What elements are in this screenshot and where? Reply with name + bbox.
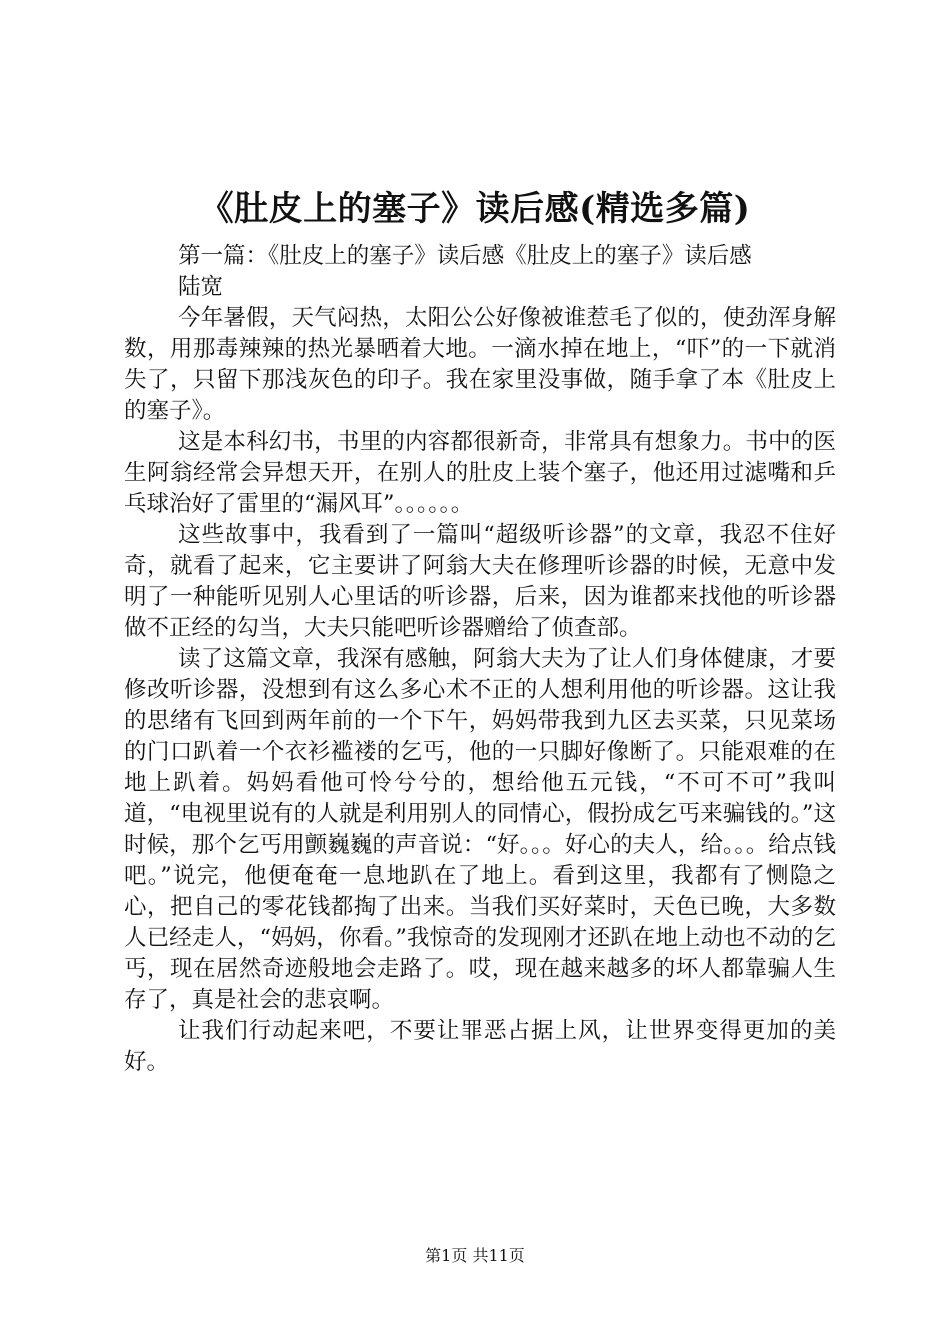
document-body xyxy=(124,241,836,1078)
paragraph: 今年暑假，天气闷热，太阳公公好像被谁惹毛了似的，使劲浑身解数，用那毒辣辣的热光暴晒着大地。一滴水掉在地上，“吓”的一下就消失了，只留下那浅灰色的印子。我在家里没事做，随手拿了本《肚皮上的塞子》。 xyxy=(124,305,836,424)
section-heading: 第一篇：《肚皮上的塞子》读后感《肚皮上的塞子》读后感 xyxy=(178,243,752,269)
page-number-footer: 第1页 共11页 xyxy=(425,1246,525,1265)
paragraph: 让我们行动起来吧，不要让罪恶占据上风，让世界变得更加的美好。 xyxy=(124,1018,836,1075)
paragraph: 这是本科幻书，书里的内容都很新奇，非常具有想象力。书中的医生阿翁经常会异想天开，在别人的肚皮上装个塞子，他还用过滤嘴和乒乓球治好了雷里的“漏风耳”。。。。。。 xyxy=(124,429,836,517)
paragraph: 读了这篇文章，我深有感触，阿翁大夫为了让人们身体健康，才要修改听诊器，没想到有这么多心术不正的人想利用他的听诊器。这让我的思绪有飞回到两年前的一个下午，妈妈带我到九区去买菜，只见菜场的门口趴着一个衣衫褴褛的乞丐，他的一只脚好像断了。只能艰难的在地上趴着。妈妈看他可怜兮兮的，想给他五元钱，“不可不可”我叫道，“电视里说有的人就是利用别人的同情心，假扮成乞丐来骗钱的。”这时候，那个乞丐用颤巍巍的声音说：“好。。。好心的夫人，给。。。给点钱吧。”说完，他便奄奄一息地趴在了地上。看到这里，我都有了恻隐之心，把自己的零花钱都掏了出来。当我们买好菜时，天色已晚，大多数人已经走人，“妈妈，你看。”我惊奇的发现刚才还趴在地上动也不动的乞丐，现在居然奇迹般地会走路了。哎，现在越来越多的坏人都靠骗人生存了，真是社会的悲哀啊。 xyxy=(124,646,836,1013)
document-title: 《肚皮上的塞子》读后感(精选多篇) xyxy=(199,189,751,229)
paragraph: 这些故事中，我看到了一篇叫“超级听诊器”的文章，我忍不住好奇，就看了起来，它主要讲了阿翁大夫在修理听诊器的时候，无意中发明了一种能听见别人心里话的听诊器，后来，因为谁都来找他的听诊器做不正经的勾当，大夫只能吧听诊器赠给了侦查部。 xyxy=(124,522,836,641)
author-name: 陆宽 xyxy=(178,274,224,300)
